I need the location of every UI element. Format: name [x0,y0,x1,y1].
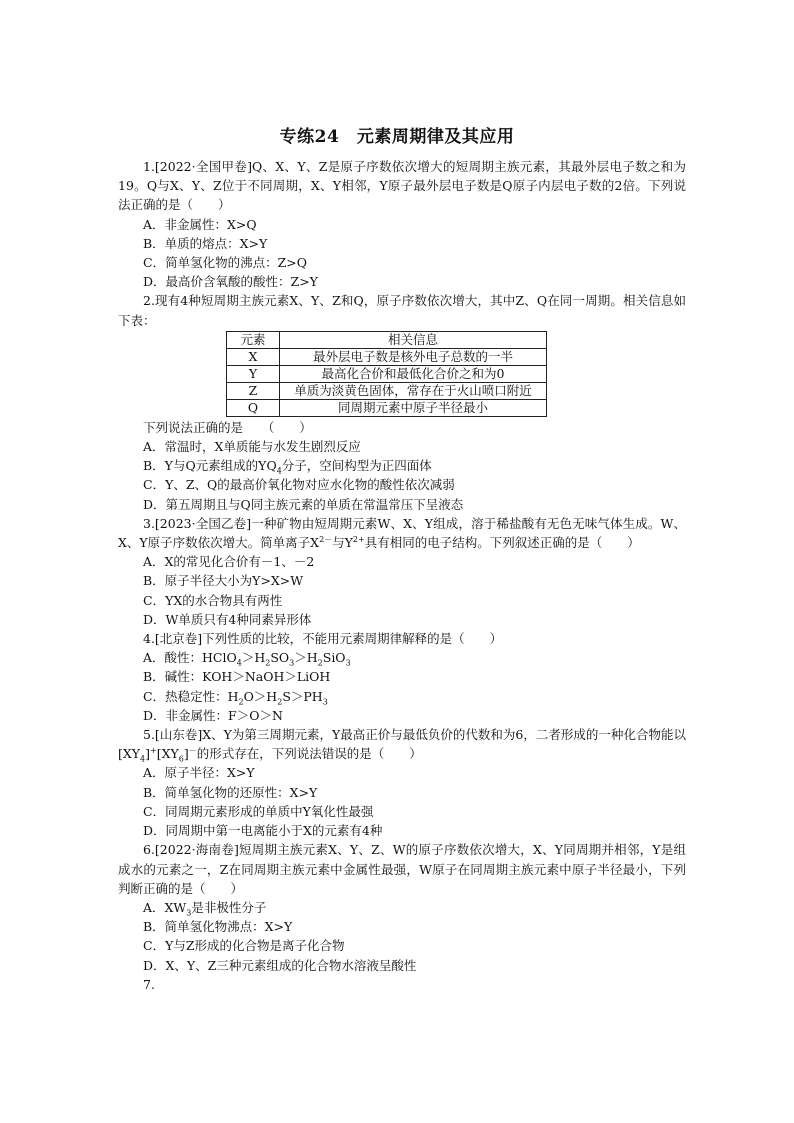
subscript: 2 [277,697,283,707]
question-6-option-c: C．Y与Z形成的化合物是离子化合物 [143,938,345,954]
table-row [227,348,547,365]
question-1-option-a: A．非金属性：X>Q [143,216,257,232]
table-row [227,399,547,416]
question-list [118,157,686,994]
superscript: 2－ [319,534,333,544]
subscript: 4 [276,466,282,476]
subscript: 4 [236,658,242,668]
text-segment: ＞H [241,650,266,666]
text-segment: A．酸性：HClO [143,650,237,666]
table-header-cell: 相关信息 [280,331,547,348]
question-2-option-a: A．常温时，X单质能与水发生剧烈反应 [143,439,361,455]
text-segment: S＞PH [282,688,323,704]
table-cell: Z [227,382,280,399]
question-6-option-a [118,898,686,917]
text-segment: 具有相同的电子结构。下列叙述正确的是（ ） [364,535,640,551]
subscript: 2 [238,697,244,707]
question-5-option-d: D．同周期中第一电离能小于X的元素有4种 [143,823,383,839]
question-4-option-b: B．碱性：KOH＞NaOH＞LiOH [143,669,331,685]
question-1-option-d: D．最高价含氧酸的酸性：Z>Y [143,274,318,290]
page-title: 专练24 元素周期律及其应用 [279,127,515,147]
superscript: 2+ [352,534,365,544]
text-segment: [XY [156,746,179,762]
subscript: 3 [322,697,328,707]
table-row [227,365,547,382]
text-segment: O＞H [243,688,278,704]
text-segment: ] [145,746,151,762]
question-1-stem: 1.[2022·全国甲卷]Q、X、Y、Z是原子序数依次增大的短周期主族元素，其最外层电子数之和为19。Q与X、Y、Z位于不同周期，X、Y相邻，Y原子最外层电子数是Q原子内层电子数的2倍。下列说法正确的是（ ） [118,159,686,213]
question-3-option-b: B．原子半径大小为Y>X>W [143,573,304,589]
text-segment: 分子，空间构型为正四面体 [281,458,432,474]
text-segment: SO [270,650,290,666]
subscript: 3 [289,658,295,668]
question-7-stem: 7. [143,976,155,992]
text-segment: A．XW [143,899,187,915]
subscript: 3 [186,908,192,918]
text-segment: 5.[山东卷]X、Y为第三周期元素，Y最高正价与最低负价的代数和为6，二者形成的一种化合物能以[XY [118,727,686,762]
question-3-stem [118,514,686,552]
question-1-option-c: C．简单氢化物的沸点：Z>Q [143,255,307,271]
question-4-stem: 4.[北京卷]下列性质的比较，不能用元素周期律解释的是（ ） [143,631,503,647]
text-segment: 是非极性分子 [191,899,267,915]
table-cell: Y [227,365,280,382]
question-5-option-a: A．原子半径：X>Y [143,765,255,781]
subscript: 2 [317,658,323,668]
superscript: － [188,746,197,756]
superscript: + [150,746,157,756]
question-5-option-b: B．简单氢化物的还原性：X>Y [143,784,318,800]
table-cell: Q [227,399,280,416]
table-row [227,382,547,399]
subscript: 2 [265,658,271,668]
table-cell: 最外层电子数是核外电子总数的一半 [280,348,547,365]
text-segment: SiO [322,650,346,666]
question-2-option-b [118,456,686,475]
text-segment: ] [183,746,189,762]
question-4-option-c [118,687,686,706]
question-3-option-d: D．W单质只有4种同素异形体 [143,611,312,627]
question-3-option-c: C．YX的水合物具有两性 [143,592,283,608]
table-cell: 最高化合价和最低化合价之和为0 [280,365,547,382]
question-6-option-d: D．X、Y、Z三种元素组成的化合物水溶液呈酸性 [143,957,417,973]
subscript: 6 [178,754,184,764]
text-segment: ＞H [294,650,318,666]
text-segment: B．Y与Q元素组成的YQ [143,458,277,474]
question-5-stem [118,725,686,763]
question-4-option-d: D．非金属性：F＞O＞N [143,707,283,723]
question-2-option-d: D．第五周期且与Q同主族元素的单质在常温常压下呈液态 [143,496,464,512]
subscript: 3 [345,658,351,668]
table-cell: 同周期元素中原子半径最小 [280,399,547,416]
text-segment: 与Y [332,535,353,551]
text-segment: C．热稳定性：H [143,688,239,704]
question-2-prompt: 下列说法正确的是 （ ） [143,419,312,435]
question-4-option-a [118,648,686,667]
text-segment: 3.[2023·全国乙卷]一种矿物由短周期元素W、X、Y组成，溶于稀盐酸有无色无味气体生成。W、X、Y原子序数依次增大。简单离子X [118,515,686,551]
question-6-option-b: B．简单氢化物沸点：X>Y [143,919,293,935]
subscript: 4 [140,754,146,764]
table-cell: X [227,348,280,365]
question-2-stem: 2.现有4种短周期主族元素X、Y、Z和Q，原子序数依次增大，其中Z、Q在同一周期。相关信息如下表： [118,293,686,328]
text-segment: 的形式存在，下列说法错误的是（ ） [196,746,422,762]
question-5-option-c: C．同周期元素形成的单质中Y氧化性最强 [143,803,374,819]
table-header-row [227,331,547,348]
question-1-option-b: B．单质的熔点：X>Y [143,235,268,251]
table-cell: 单质为淡黄色固体，常存在于火山喷口附近 [280,382,547,399]
question-2-option-c: C．Y、Z、Q的最高价氧化物对应水化物的酸性依次减弱 [143,477,455,493]
table-header-cell: 元素 [227,331,280,348]
question-3-option-a: A．X的常见化合价有－1、－2 [143,554,315,570]
element-info-table [226,331,547,417]
question-6-stem: 6.[2022·海南卷]短周期主族元素X、Y、Z、W的原子序数依次增大，X、Y同周期并相邻，Y是组成水的元素之一，Z在同周期主族元素中金属性最强，W原子在同周期主族元素中原子半径最小，下列判断正确的是（ ） [118,842,686,896]
